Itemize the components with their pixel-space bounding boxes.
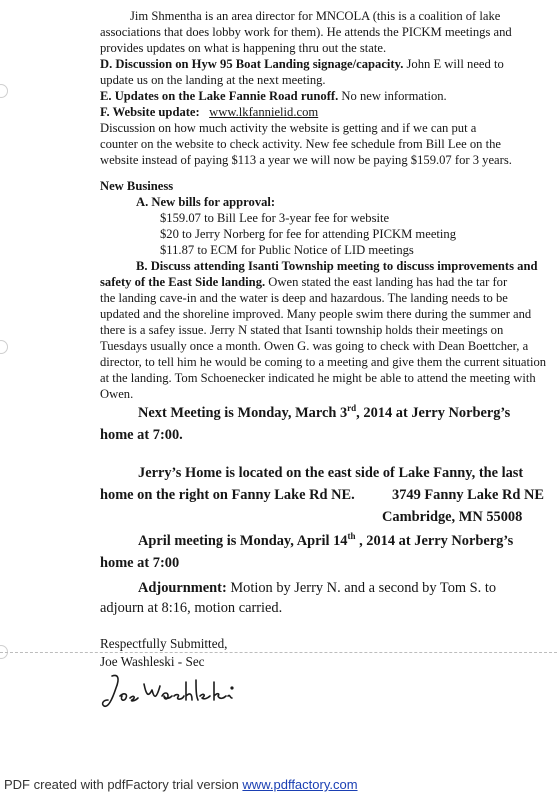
item-d-text: update us on the landing at the next meeting. [100,73,326,87]
item-e-title: E. Updates on the Lake Fannie Road runoff. [100,89,339,103]
item-b-text: there is a safey issue. Jerry N stated that Isanti township holds their meetings on [100,323,504,337]
item-b-text: updated and the shoreline improved. Many people swim there during the summer and [100,307,532,321]
item-b-text: at the landing. Tom Schoenecker indicated he might be able to attend the meeting with [100,371,536,385]
pdffactory-link[interactable]: www.pdffactory.com [242,777,358,792]
address-line: Cambridge, MN 55008 [382,509,523,525]
item-b-text: the landing cave-in and the water is deep and hazardous. The landing needs to be [100,291,508,305]
item-f [100,104,552,168]
punch-hole-mark [0,84,8,98]
item-b-text: Tuesdays usually once a month. Owen G. was going to check with Dean Boettcher, a [100,339,529,353]
next-meeting-text: home at 7:00. [100,427,183,443]
adjournment [100,578,496,618]
item-d [100,56,552,88]
next-meeting-notice [100,402,510,446]
item-f-text: counter on the website to check activity. New fee schedule from Bill Lee on the [100,137,501,151]
item-b-text: director, to tell him he would be coming to a meeting and give them the current situation [100,355,547,369]
april-meeting-text: home at 7:00 [100,555,180,571]
april-meeting-suffix: th [347,531,356,541]
page-divider [0,652,557,653]
april-meeting-notice [100,530,513,574]
location-notice [100,462,552,528]
intro-paragraph [100,8,552,56]
next-meeting-text: , 2014 at Jerry Norberg’s [356,405,511,421]
bill-item: $159.07 to Bill Lee for 3-year fee for website [160,211,390,225]
next-meeting-suffix: rd [347,403,357,413]
intro-line: provides updates on what is happening thru out the state. [100,41,387,55]
item-e [100,88,552,104]
adjournment-text: adjourn at 8:16, motion carried. [100,600,283,616]
april-meeting-text: , 2014 at Jerry Norberg’s [355,533,514,549]
signoff-name: Joe Washleski - Sec [100,654,205,669]
item-b [100,258,552,402]
item-b-text: Owen stated the east landing has had the tar for [265,275,508,289]
item-b-title: safety of the East Side landing. [100,275,266,289]
website-link[interactable]: www.lkfannielid.com [209,105,319,119]
item-e-text: No new information. [338,89,447,103]
bill-item: $11.87 to ECM for Public Notice of LID meetings [160,243,414,257]
address-line: 3749 Fanny Lake Rd NE [392,487,544,503]
adjournment-label: Adjournment: [138,580,227,596]
next-meeting-text: Next Meeting is Monday, March 3 [138,405,348,421]
item-f-title: F. Website update: [100,105,200,119]
item-b-text: Owen. [100,387,134,401]
footer-text: PDF created with pdfFactory trial version [4,777,243,792]
item-d-title: D. Discussion on Hyw 95 Boat Landing signage/capacity. [100,57,404,71]
handwritten-signature [100,668,240,714]
item-d-text: John E will need to [403,57,504,71]
intro-line: Jim Shmentha is an area director for MNCOLA (this is a coalition of lake [130,9,501,23]
location-text: home on the right on Fanny Lake Rd NE. [100,487,355,503]
adjournment-text: Motion by Jerry N. and a second by Tom S. to [226,580,497,596]
item-f-text: website instead of paying $113 a year we will now be paying $159.07 for 3 years. [100,153,512,167]
april-meeting-text: April meeting is Monday, April 14 [138,533,348,549]
punch-hole-mark [0,340,8,354]
pdf-footer [4,777,358,792]
intro-line: associations that does lobby work for them). He attends the PICKM meetings and [100,25,512,39]
item-f-text: Discussion on how much activity the website is getting and if we can put a [100,121,477,135]
new-bills-title: A. New bills for approval: [136,195,276,209]
item-b-title: B. Discuss attending Isanti Township meeting to discuss improvements and [136,259,538,273]
location-text: Jerry’s Home is located on the east side of Lake Fanny, the last [138,465,524,481]
bill-item: $20 to Jerry Norberg for fee for attending PICKM meeting [160,227,456,241]
new-business-heading: New Business [100,179,174,193]
signoff-line: Respectfully Submitted, [100,636,228,651]
